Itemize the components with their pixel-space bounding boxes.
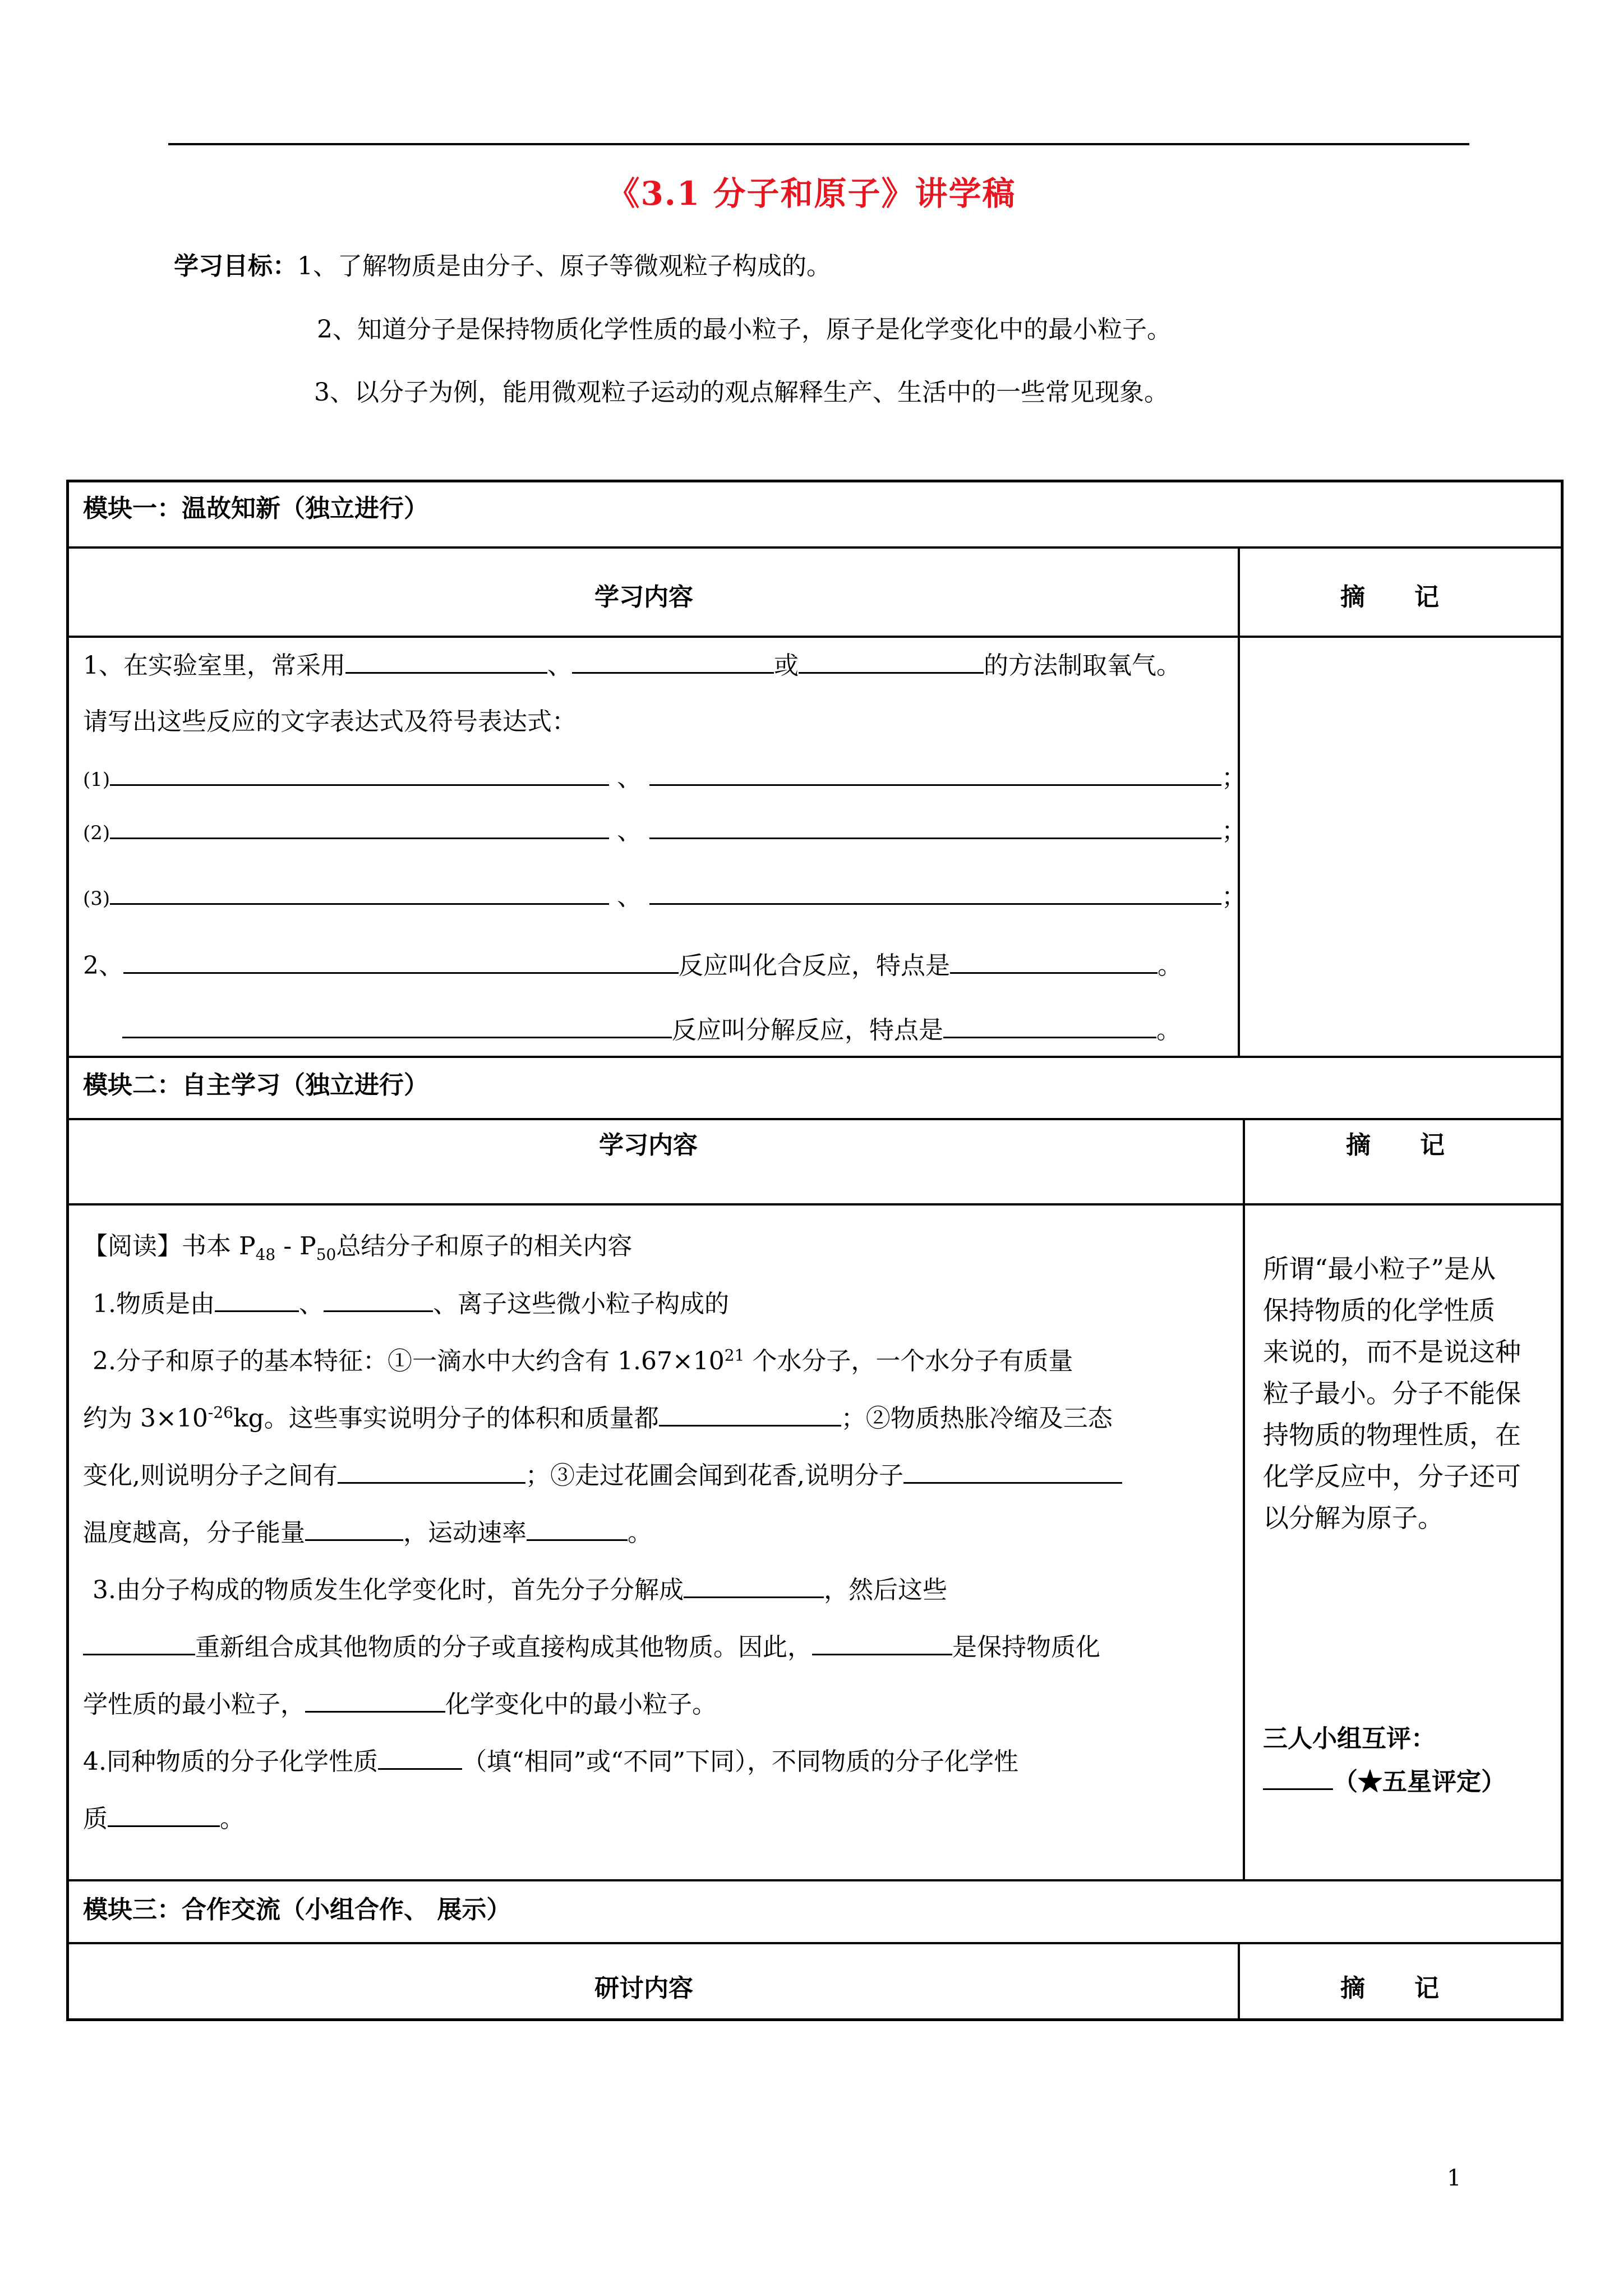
p1-text: 1.物质是由 [93, 1290, 215, 1318]
column-divider [1243, 1118, 1245, 1879]
note-line: 来说的，而不是说这种 [1263, 1337, 1521, 1367]
module2-header: 模块二：自主学习（独立进行） [83, 1071, 428, 1099]
answer-blank[interactable] [527, 1517, 628, 1541]
p4-text: （填“相同”或“不同”下同），不同物质的分子化学性 [462, 1747, 1018, 1776]
document-title: 《3.1 分子和原子》讲学稿 [607, 174, 1016, 213]
note-line: 保持物质的化学性质 [1263, 1295, 1495, 1326]
p2-text: 个水分子，一个水分子有质量 [744, 1347, 1073, 1375]
reading-instruction [83, 1226, 632, 1264]
module2-notes-header: 摘 记 [1346, 1131, 1445, 1159]
answer-blank[interactable] [110, 881, 609, 905]
q1-sep: 、 [547, 651, 572, 680]
goal-item: 2、知道分子是保持物质化学性质的最小粒子，原子是化学变化中的最小粒子。 [317, 315, 1172, 344]
q2-period: 。 [1156, 1016, 1181, 1045]
point-3-line-3 [83, 1684, 717, 1720]
q2-text: 反应叫分解反应，特点是 [672, 1016, 943, 1045]
answer-blank[interactable] [215, 1288, 299, 1312]
peer-review-label: 三人小组互评： [1263, 1724, 1436, 1753]
expression-row-2 [83, 811, 1246, 846]
peer-review-rating [1263, 1761, 1506, 1797]
expression-row-3 [83, 876, 1246, 912]
p2-text: 温度越高，分子能量 [83, 1519, 305, 1547]
table-rule [66, 1056, 1564, 1058]
answer-blank[interactable] [649, 762, 1221, 786]
point-4-line-2 [83, 1798, 245, 1834]
goal-item: 1、了解物质是由分子、原子等微观粒子构成的。 [297, 252, 831, 280]
p4-text: 4.同种物质的分子化学性质 [83, 1747, 378, 1776]
table-rule [66, 1879, 1564, 1881]
point-2-line-1 [93, 1341, 1073, 1377]
point-2-line-4 [83, 1512, 652, 1548]
q1-text: 1、在实验室里，常采用 [83, 651, 345, 680]
p2-text: 变化,则说明分子之间有 [83, 1461, 338, 1490]
question-2-decomposition [122, 1010, 1181, 1046]
row-semicolon: ； [1221, 882, 1247, 911]
top-rule [168, 143, 1469, 145]
answer-blank[interactable] [110, 762, 609, 786]
module1-content-header: 学习内容 [594, 583, 693, 611]
q1-end: 的方法制取氧气。 [984, 651, 1181, 680]
answer-blank[interactable] [110, 815, 609, 839]
answer-blank[interactable] [122, 1014, 672, 1038]
p4-text: 。 [220, 1805, 245, 1833]
answer-blank[interactable] [684, 1574, 824, 1598]
module2-content-header: 学习内容 [599, 1131, 698, 1159]
answer-blank[interactable] [378, 1746, 462, 1770]
q2-period: 。 [1158, 951, 1182, 980]
point-1 [93, 1283, 729, 1319]
table-rule [66, 1203, 1564, 1205]
note-line: 粒子最小。分子不能保 [1263, 1378, 1521, 1409]
goals-label: 学习目标： [174, 252, 297, 280]
q2-number: 2、 [83, 951, 123, 980]
answer-blank[interactable] [572, 650, 774, 674]
answer-blank[interactable] [812, 1631, 952, 1655]
note-line: 持物质的物理性质，在 [1263, 1420, 1521, 1450]
p2-text: kg。这些事实说明分子的体积和质量都 [233, 1404, 659, 1433]
answer-blank[interactable] [649, 815, 1221, 839]
table-rule [66, 546, 1564, 549]
answer-blank[interactable] [649, 881, 1221, 905]
module3-header: 模块三：合作交流（小组合作、 展示） [83, 1895, 511, 1924]
column-divider [1238, 546, 1240, 1057]
note-line: 以分解为原子。 [1263, 1503, 1444, 1533]
p2-text: 。 [628, 1519, 652, 1547]
star-rating-label: （★五星评定） [1333, 1768, 1506, 1796]
question-1 [83, 645, 1181, 681]
row-semicolon: ； [1221, 817, 1247, 845]
note-line: 所谓“最小粒子”是从 [1263, 1254, 1496, 1284]
goal-line-1 [174, 250, 831, 283]
read-text: 【阅读】书本 P [83, 1232, 256, 1260]
row-label: (2) [83, 822, 110, 844]
p2-text: 2.分子和原子的基本特征：①一滴水中大约含有 1.67×10 [93, 1347, 725, 1375]
exponent: 21 [724, 1346, 745, 1365]
exponent: -26 [208, 1403, 233, 1422]
answer-blank[interactable] [305, 1517, 403, 1541]
column-divider [1238, 1942, 1240, 2018]
goal-item: 3、以分子为例，能用微观粒子运动的观点解释生产、生活中的一些常见现象。 [314, 378, 1169, 407]
question-2-combination [83, 945, 1182, 981]
answer-blank[interactable] [345, 650, 547, 674]
note-line: 化学反应中，分子还可 [1263, 1461, 1521, 1492]
row-sep: 、 [617, 817, 642, 845]
page-end: 50 [316, 1245, 336, 1264]
answer-blank[interactable] [799, 650, 984, 674]
p2-text: ；③走过花圃会闻到花香,说明分子 [525, 1461, 903, 1490]
q1-instruction: 请写出这些反应的文字表达式及符号表达式： [83, 707, 577, 736]
read-text: 总结分子和原子的相关内容 [336, 1232, 633, 1260]
module3-notes-header: 摘 记 [1340, 1974, 1439, 2003]
p4-text: 质 [83, 1805, 108, 1833]
point-4-line-1 [83, 1741, 1018, 1777]
answer-blank[interactable] [338, 1460, 525, 1484]
answer-blank[interactable] [943, 1014, 1156, 1038]
module3-content-header: 研讨内容 [594, 1974, 693, 2003]
q1-or: 或 [774, 651, 799, 680]
table-rule [66, 1118, 1564, 1120]
answer-blank[interactable] [108, 1803, 220, 1827]
table-rule [66, 1942, 1564, 1944]
p3-text: ，然后这些 [823, 1576, 947, 1604]
point-2-line-2 [83, 1398, 1113, 1434]
p1-text: 、离子这些微小粒子构成的 [432, 1290, 729, 1318]
module1-header: 模块一：温故知新（独立进行） [83, 494, 428, 523]
expression-row-1 [83, 757, 1246, 793]
row-sep: 、 [617, 882, 642, 911]
answer-blank[interactable] [903, 1460, 1122, 1484]
p2-text: ；②物质热胀冷缩及三态 [841, 1404, 1113, 1433]
answer-blank[interactable] [83, 1631, 195, 1655]
module1-notes-header: 摘 记 [1340, 583, 1439, 611]
point-3-line-1 [93, 1570, 947, 1605]
answer-blank[interactable] [123, 950, 679, 974]
p3-text: 重新组合成其他物质的分子或直接构成其他物质。因此， [195, 1633, 812, 1662]
p3-text: 3.由分子构成的物质发生化学变化时，首先分子分解成 [93, 1576, 684, 1604]
answer-blank[interactable] [950, 950, 1158, 974]
rating-blank[interactable] [1263, 1766, 1333, 1790]
p2-text: 约为 3×10 [83, 1404, 208, 1433]
row-label: (1) [83, 769, 110, 791]
answer-blank[interactable] [324, 1288, 433, 1312]
point-3-line-2 [83, 1627, 1100, 1663]
p3-text: 是保持物质化 [952, 1633, 1100, 1662]
point-2-line-3 [83, 1455, 1122, 1491]
page-start: 48 [255, 1245, 276, 1264]
p2-text: ，运动速率 [403, 1519, 527, 1547]
module2-notes [1263, 1248, 1555, 1539]
read-dash: - P [275, 1232, 316, 1260]
p3-text: 学性质的最小粒子， [83, 1690, 305, 1719]
answer-blank[interactable] [659, 1402, 841, 1427]
table-rule [66, 636, 1564, 638]
row-semicolon: ； [1221, 763, 1247, 792]
row-sep: 、 [617, 763, 642, 792]
p1-sep: 、 [298, 1290, 324, 1318]
page-number: 1 [1447, 2165, 1461, 2191]
p3-text: 化学变化中的最小粒子。 [445, 1690, 717, 1719]
answer-blank[interactable] [305, 1688, 445, 1713]
row-label: (3) [83, 887, 110, 910]
q2-text: 反应叫化合反应，特点是 [679, 951, 950, 980]
